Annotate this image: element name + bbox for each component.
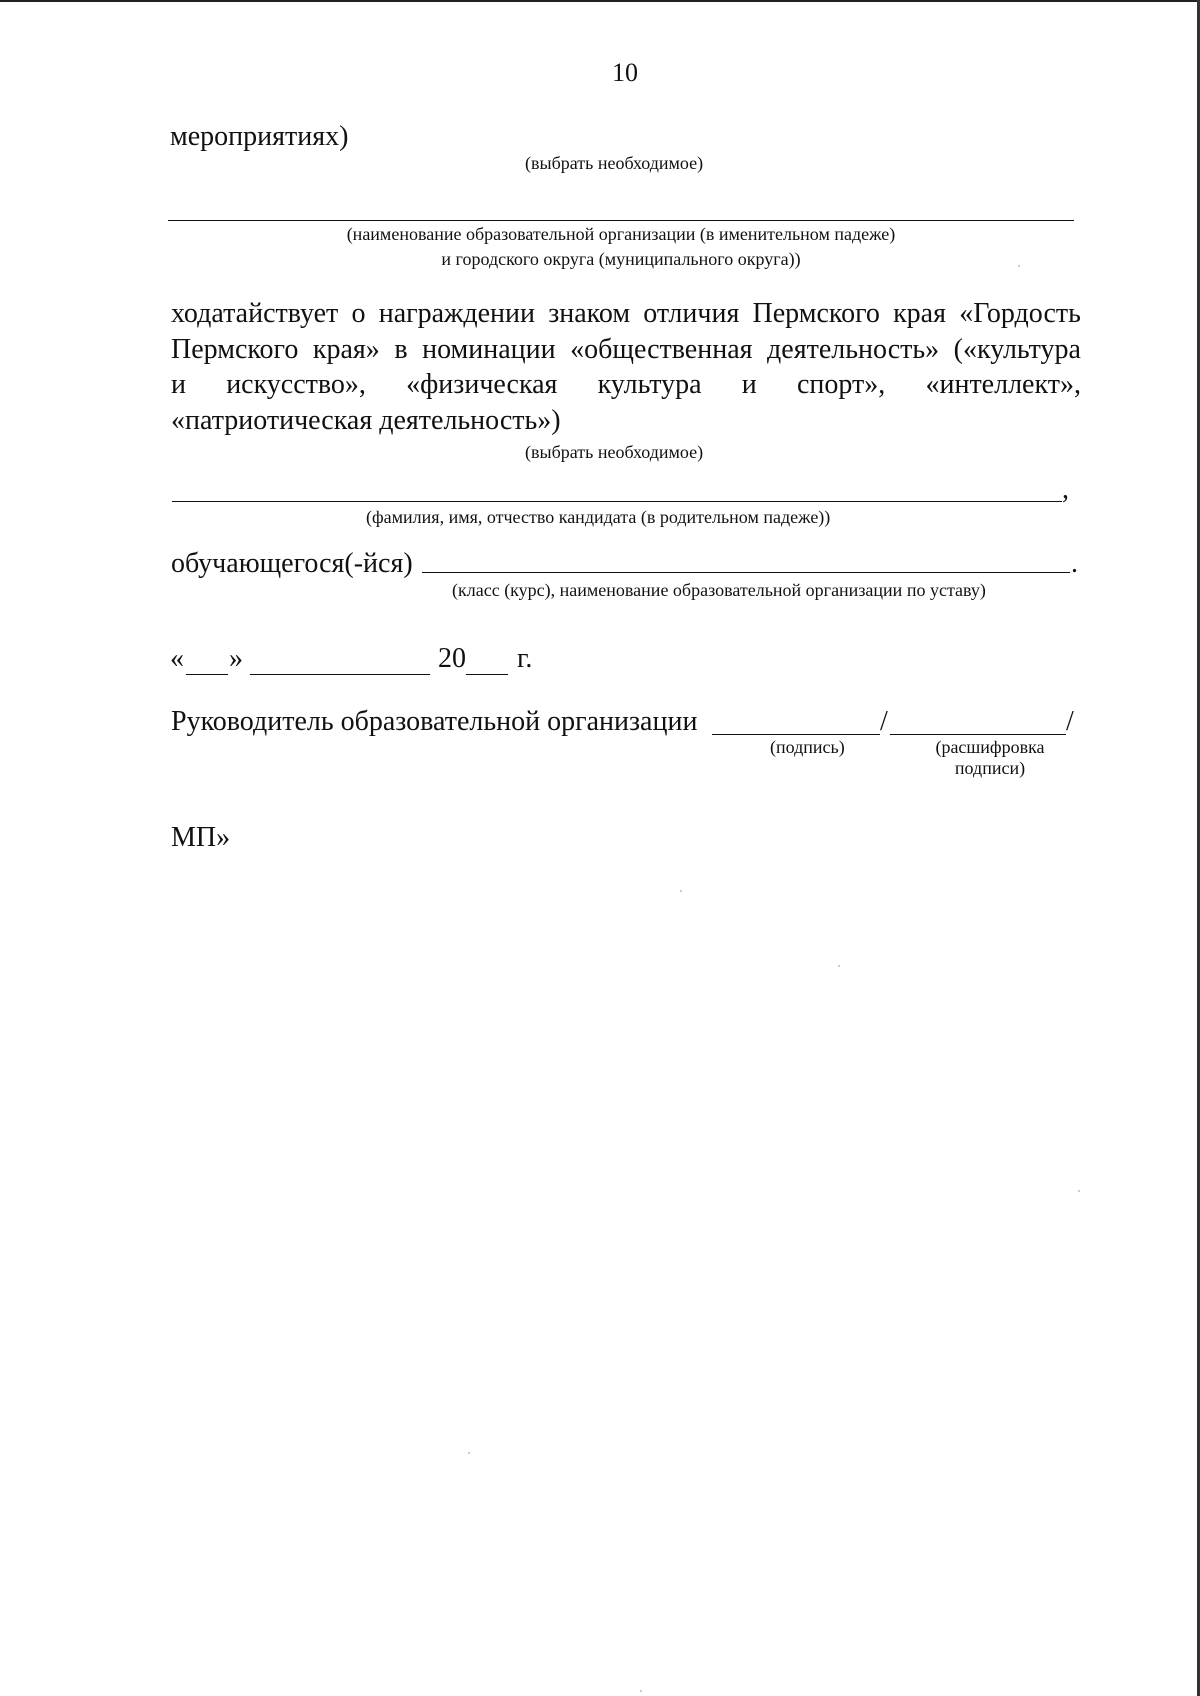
continuation-text: мероприятиях): [170, 121, 349, 152]
signature-decode-caption-line1: (расшифровка: [935, 737, 1045, 757]
petition-line-2: [171, 332, 1081, 368]
word: («культура: [953, 333, 1081, 365]
word: «патриотическая деятельность»): [171, 404, 561, 436]
date-open-quote: «: [170, 643, 184, 674]
word: награждении: [378, 298, 535, 329]
signature-slash-1: /: [880, 706, 888, 737]
page-number: 10: [612, 58, 638, 87]
stamp-placeholder: МП»: [171, 822, 231, 853]
word: края»: [312, 333, 380, 365]
word: спорт»,: [796, 369, 886, 400]
scan-speck: [838, 965, 840, 967]
student-caption: (класс (курс), наименование образовательной организации по уставу): [452, 580, 986, 600]
word: «физическая: [406, 369, 558, 400]
petition-line-4: [171, 403, 1081, 439]
word: «интеллект»,: [925, 369, 1081, 400]
word: искусство»,: [226, 369, 366, 400]
word: знаком: [548, 298, 631, 329]
signature-decode-field-line[interactable]: [890, 734, 1066, 735]
date-close-quote: »: [229, 643, 243, 674]
candidate-caption: (фамилия, имя, отчество кандидата (в родительном падеже)): [366, 507, 831, 527]
word: ходатайствует: [171, 298, 339, 329]
signature-label: Руководитель образовательной организации: [171, 706, 698, 737]
student-label: обучающегося(-йся): [171, 548, 413, 579]
org-name-caption-line2: и городского округа (муниципального округа)): [441, 249, 801, 269]
word: Пермского: [752, 298, 880, 329]
petition-line-3: [171, 367, 1081, 403]
word: «общественная: [570, 333, 753, 365]
signature-slash-2: /: [1066, 706, 1074, 737]
student-class-field-line[interactable]: [422, 572, 1070, 573]
org-name-field-line[interactable]: [168, 220, 1074, 221]
choose-hint-petition: (выбрать необходимое): [525, 442, 704, 462]
word: и: [171, 369, 186, 400]
word: Пермского: [171, 333, 299, 365]
word: о: [351, 298, 366, 329]
date-year-field-line[interactable]: [466, 674, 508, 675]
date-year-suffix: г.: [517, 643, 533, 674]
scan-speck: [1078, 1190, 1080, 1192]
word: номинации: [422, 333, 556, 365]
signature-caption: (подпись): [770, 737, 845, 757]
word: и: [741, 369, 757, 400]
word: отличия: [643, 298, 740, 329]
date-year-prefix: 20: [438, 643, 466, 674]
petition-line-1: [171, 296, 1081, 332]
date-day-field-line[interactable]: [186, 674, 228, 675]
scan-speck: [1018, 265, 1020, 267]
choose-hint-top: (выбрать необходимое): [525, 153, 704, 173]
student-trailing-period: .: [1071, 548, 1078, 579]
candidate-name-field-line[interactable]: [172, 501, 1062, 502]
word: «Гордость: [959, 298, 1081, 329]
date-month-field-line[interactable]: [250, 674, 430, 675]
word: края: [893, 298, 946, 329]
word: в: [394, 333, 408, 365]
petition-paragraph: [171, 296, 1081, 438]
org-name-caption-line1: (наименование образовательной организации (в именительном падеже): [346, 224, 896, 244]
word: деятельность»: [767, 333, 940, 365]
scan-edge-top: [0, 0, 1200, 2]
scan-speck: [468, 1452, 470, 1454]
signature-field-line[interactable]: [712, 734, 880, 735]
word: культура: [597, 369, 702, 400]
scan-speck: [640, 1690, 642, 1692]
signature-decode-caption-line2: подписи): [954, 758, 1026, 778]
candidate-trailing-comma: ,: [1062, 474, 1069, 505]
scan-speck: [680, 890, 682, 892]
